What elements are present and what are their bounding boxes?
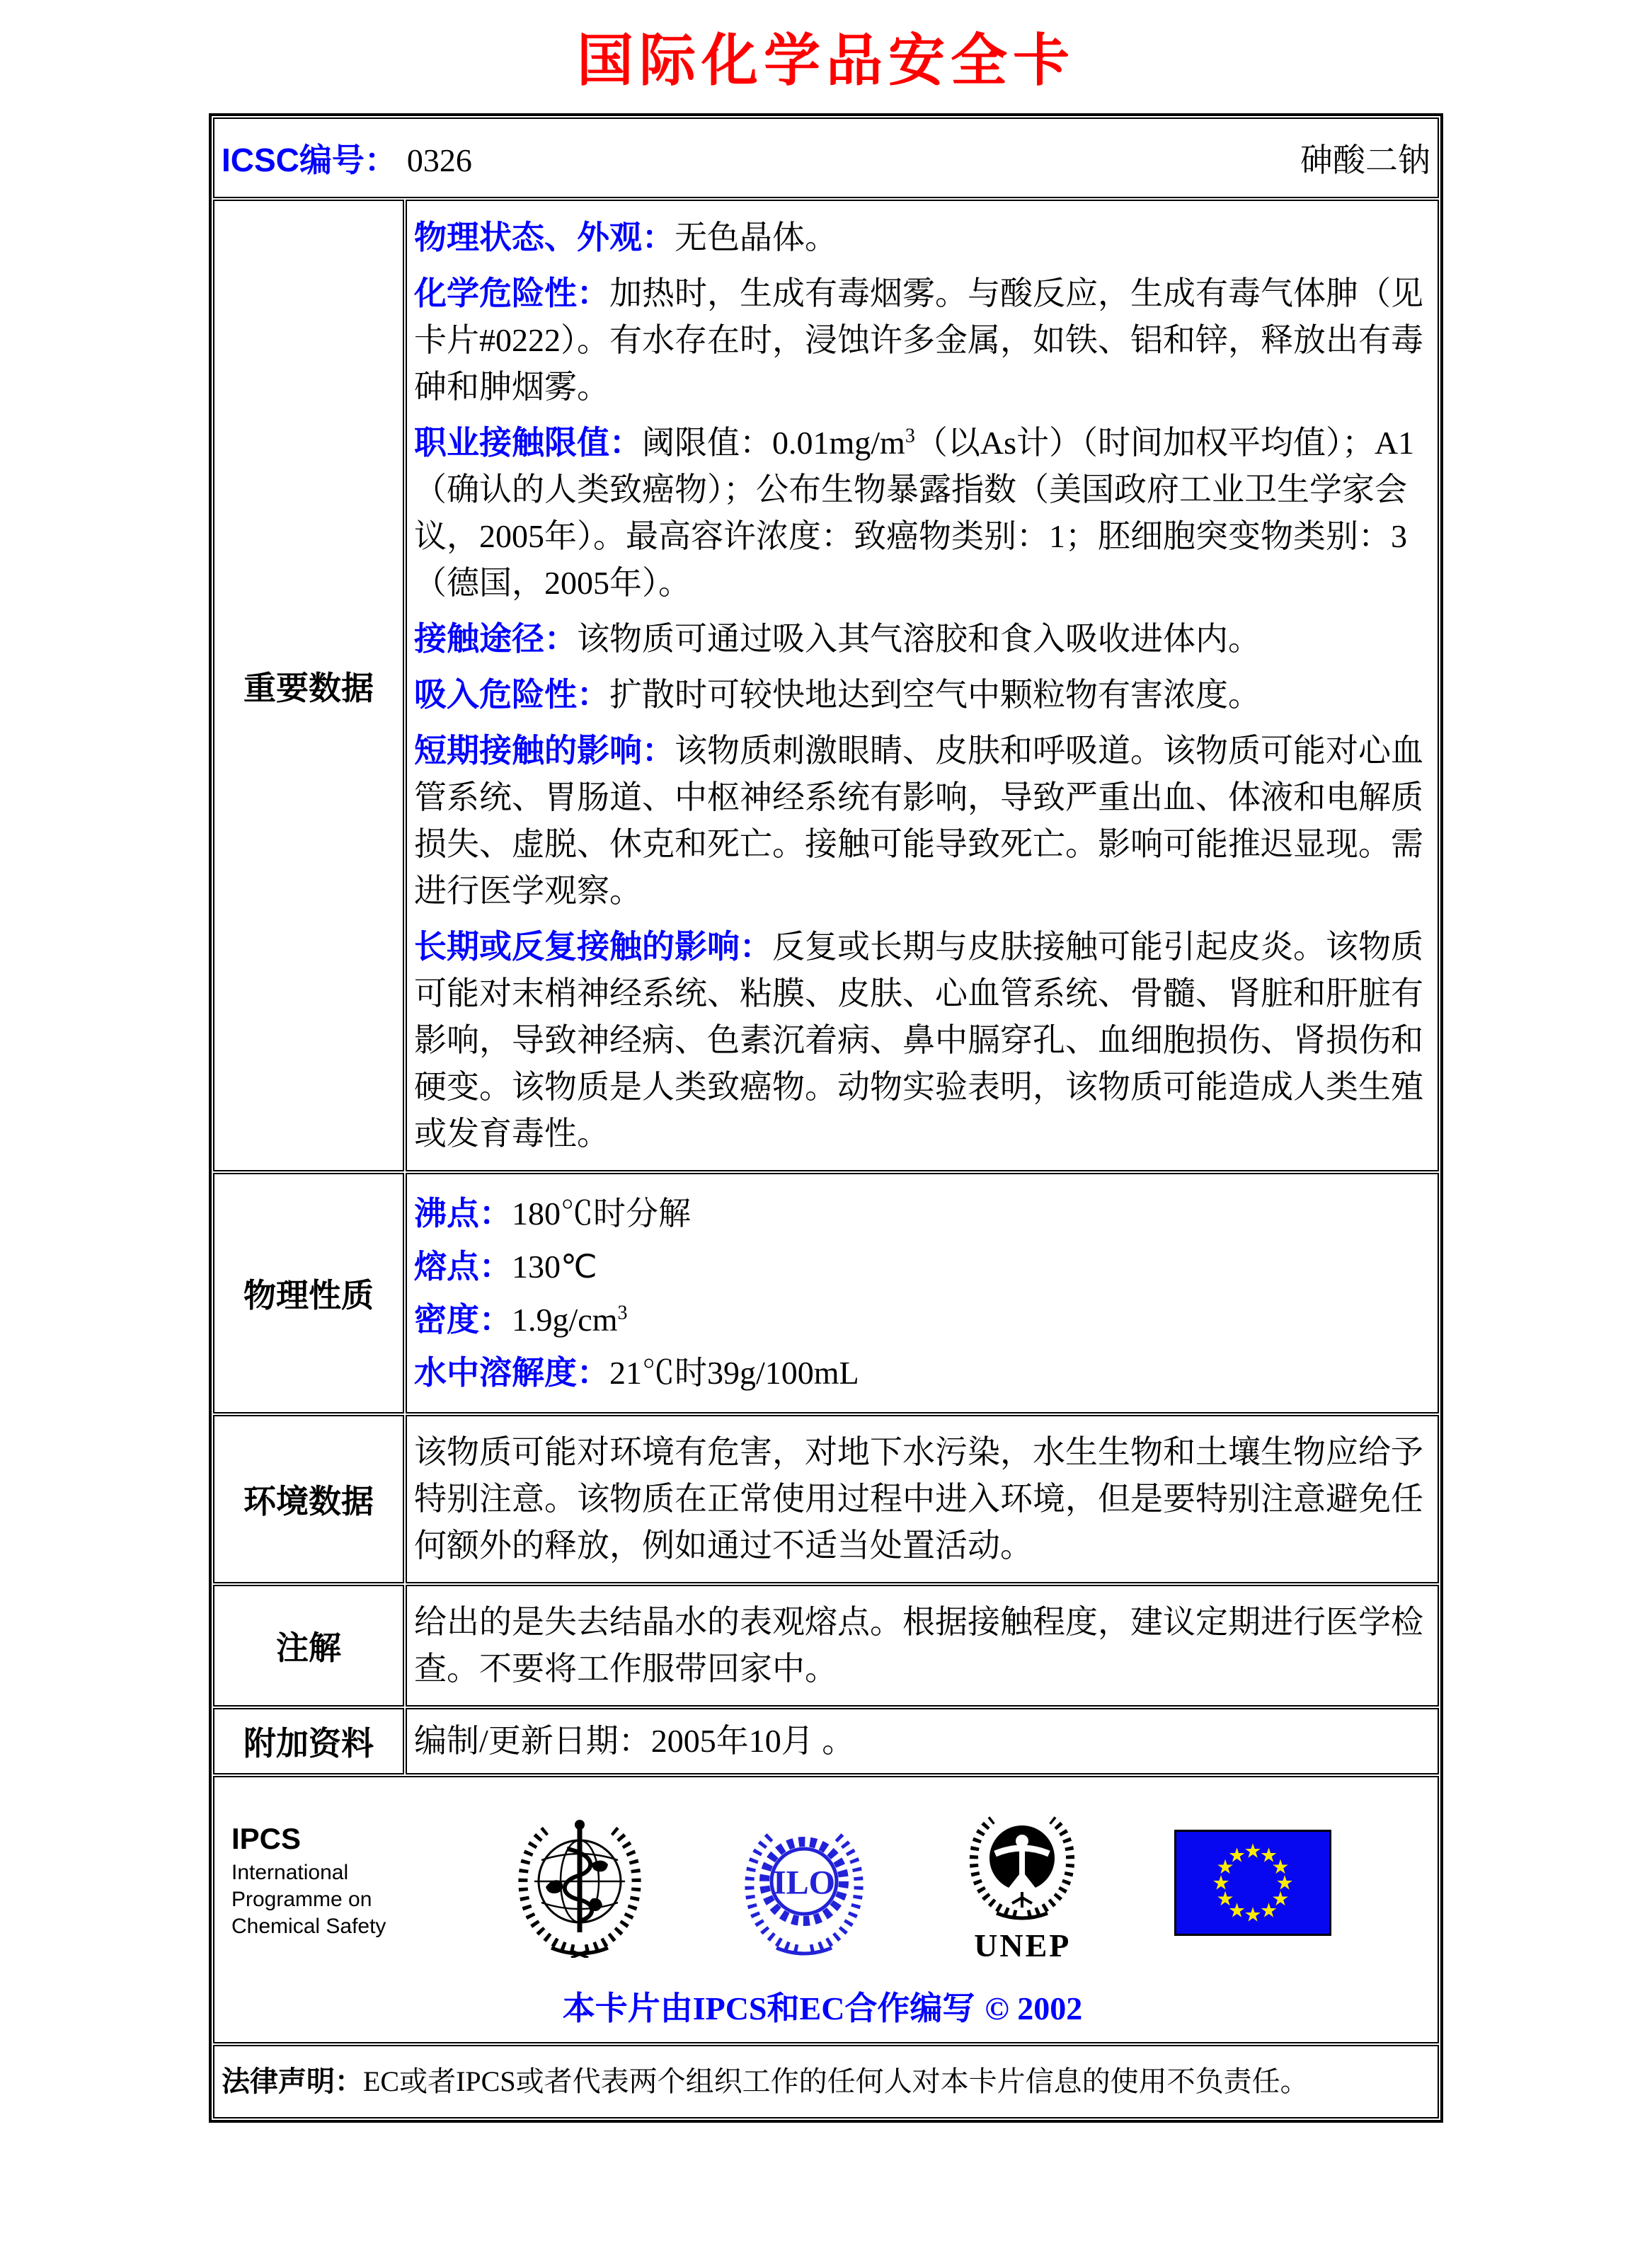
additional-info-content xyxy=(406,1708,1439,1774)
row-label-environmental-data: 环境数据 xyxy=(213,1415,404,1583)
header-row xyxy=(213,117,1439,198)
svg-text:★: ★ xyxy=(1216,1855,1234,1879)
svg-text:★: ★ xyxy=(1244,1903,1262,1927)
item-label: 密度： xyxy=(414,1301,512,1338)
svg-text:★: ★ xyxy=(1259,1843,1278,1867)
svg-text:★: ★ xyxy=(1271,1887,1290,1910)
item-label: 化学危险性： xyxy=(414,275,609,311)
notes-content xyxy=(406,1585,1439,1707)
item-text: 21℃时39g/100mL xyxy=(609,1355,859,1391)
copyright-text: © 2002 xyxy=(985,1990,1083,2026)
item-text: 阈限值：0.01mg/m xyxy=(642,425,905,461)
svg-text:★: ★ xyxy=(1227,1898,1246,1922)
item-text: 无色晶体。 xyxy=(675,219,837,256)
icsc-card-page xyxy=(0,30,1652,2265)
legal-cell xyxy=(213,2045,1439,2118)
svg-text:★: ★ xyxy=(1244,1839,1262,1863)
logos-row xyxy=(213,1776,1439,2043)
item-text: 130℃ xyxy=(512,1249,597,1285)
row-label-notes: 注解 xyxy=(213,1585,404,1707)
item-text: 该物质可通过吸入其气溶胶和食入吸收进体内。 xyxy=(577,621,1261,657)
item-label: 沸点： xyxy=(414,1195,512,1232)
svg-text:★: ★ xyxy=(1212,1871,1230,1895)
ipcs-acronym: IPCS xyxy=(231,1822,302,1855)
svg-text:★: ★ xyxy=(1275,1871,1294,1895)
notes-row xyxy=(213,1585,1439,1707)
svg-text:★: ★ xyxy=(1227,1843,1246,1867)
ipcs-line: International xyxy=(231,1861,349,1884)
superscript: 3 xyxy=(617,1302,628,1324)
legal-notice-text: EC或者IPCS或者代表两个组织工作的任何人对本卡片信息的使用不负责任。 xyxy=(363,2065,1309,2097)
environmental-data-content xyxy=(406,1415,1439,1583)
ipcs-line: Chemical Safety xyxy=(231,1915,386,1938)
item-occupational-limits xyxy=(414,419,1432,607)
physical-properties-row xyxy=(213,1173,1439,1414)
who-emblem-icon xyxy=(509,1808,650,1958)
item-long-term-effects xyxy=(414,923,1432,1157)
environment-text: 该物质可能对环境有危害，对地下水污染，水生生物和土壤生物应给予特别注意。该物质在正常使用过程中进入环境，但是要特别注意避免任何额外的释放，例如通过不适当处置活动。 xyxy=(414,1434,1423,1564)
item-label: 熔点： xyxy=(414,1248,512,1285)
important-data-row xyxy=(213,200,1439,1171)
svg-text:★: ★ xyxy=(1259,1898,1278,1922)
unep-wordmark: UNEP xyxy=(974,1927,1072,1963)
important-data-content xyxy=(406,200,1439,1171)
item-label: 接触途径： xyxy=(414,620,577,657)
item-short-term-effects xyxy=(414,727,1432,914)
item-boiling-point xyxy=(414,1187,1432,1240)
row-label-physical-properties: 物理性质 xyxy=(213,1173,404,1414)
item-label: 职业接触限值： xyxy=(414,424,642,461)
additional-info-text: 编制/更新日期：2005年10月 。 xyxy=(414,1723,855,1759)
svg-text:★: ★ xyxy=(1216,1887,1234,1910)
item-melting-point xyxy=(414,1240,1432,1293)
row-label-important-data: 重要数据 xyxy=(213,200,404,1171)
row-label-additional-info: 附加资料 xyxy=(213,1708,404,1774)
item-text: 扩散时可较快地达到空气中颗粒物有害浓度。 xyxy=(609,677,1261,713)
additional-info-row xyxy=(213,1708,1439,1774)
item-inhalation-risk xyxy=(414,671,1432,718)
item-text: （以As计）（时间加权平均值）；A1（确认的人类致癌物）；公布生物暴露指数（美国政府工业卫生学家会议，2005年）。最高容许浓度：致癌物类别：1；胚细胞突变物类别：3（德国，2005年）。 xyxy=(414,425,1415,601)
icsc-number-label: ICSC编号： xyxy=(222,142,397,178)
ipcs-line: Programme on xyxy=(231,1888,372,1911)
caption-text: 本卡片由IPCS和EC合作编写 xyxy=(562,1990,975,2026)
item-label: 水中溶解度： xyxy=(414,1354,609,1391)
svg-text:★: ★ xyxy=(1271,1855,1290,1879)
chemical-name: 砷酸二钠 xyxy=(1300,142,1430,178)
item-text: 反复或长期与皮肤接触可能引起皮炎。该物质可能对末梢神经系统、粘膜、皮肤、心血管系统、骨髓、肾脏和肝脏有影响，导致神经病、色素沉着病、鼻中膈穿孔、血细胞损伤、肾损伤和硬变。该物质是人类致癌物。动物实验表明，该物质可能造成人类生殖或发育毒性。 xyxy=(414,929,1423,1152)
icsc-card-table xyxy=(209,113,1443,2123)
unep-block xyxy=(957,1801,1088,1964)
item-text: 180℃时分解 xyxy=(512,1195,691,1232)
eu-flag-icon xyxy=(1174,1830,1331,1936)
legal-notice-label: 法律声明： xyxy=(222,2066,363,2097)
ilo-monogram: ILO xyxy=(772,1864,835,1901)
cooperation-caption xyxy=(229,1983,1416,2029)
item-physical-state xyxy=(414,214,1432,261)
item-label: 吸入危险性： xyxy=(414,676,609,713)
item-water-solubility xyxy=(414,1346,1432,1399)
page-title: 国际化学品安全卡 xyxy=(577,29,1075,92)
logos-cell xyxy=(213,1776,1439,2043)
superscript: 3 xyxy=(905,425,915,447)
physical-properties-content xyxy=(406,1173,1439,1414)
item-text: 加热时，生成有毒烟雾。与酸反应，生成有毒气体胂（见卡片#0222）。有水存在时，浸蚀许多金属，如铁、铝和锌，释放出有毒砷和胂烟雾。 xyxy=(414,275,1423,405)
item-text: 1.9g/cm xyxy=(512,1302,618,1338)
item-text: 该物质刺激眼睛、皮肤和呼吸道。该物质可能对心血管系统、胃肠道、中枢神经系统有影响，导致严重出血、体液和电解质损失、虚脱、休克和死亡。接触可能导致死亡。影响可能推迟显现。需进行医学观察。 xyxy=(414,733,1423,909)
ilo-emblem-icon xyxy=(737,1811,871,1956)
notes-text: 给出的是失去结晶水的表观熔点。根据接触程度，建议定期进行医学检查。不要将工作服带回家中。 xyxy=(414,1604,1423,1687)
icsc-number-value: 0326 xyxy=(406,142,472,178)
item-density xyxy=(414,1293,1432,1346)
item-chemical-danger xyxy=(414,270,1432,411)
item-exposure-routes xyxy=(414,615,1432,663)
legal-row xyxy=(213,2045,1439,2118)
item-label: 长期或反复接触的影响： xyxy=(414,928,772,965)
header-cell xyxy=(213,117,1439,198)
item-label: 短期接触的影响： xyxy=(414,732,675,769)
unep-emblem-icon xyxy=(957,1801,1088,1922)
environmental-data-row xyxy=(213,1415,1439,1583)
item-label: 物理状态、外观： xyxy=(414,219,675,256)
ipcs-text-block xyxy=(231,1822,423,1940)
